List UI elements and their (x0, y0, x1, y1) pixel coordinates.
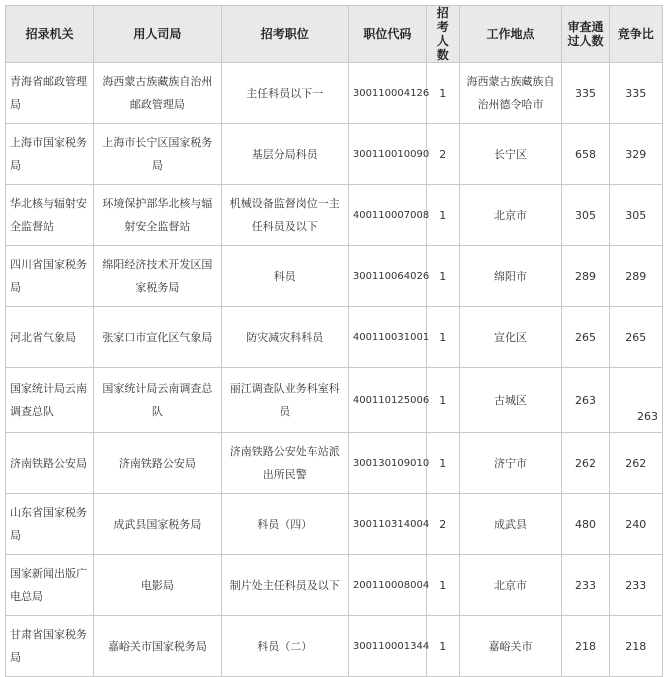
cell-code: 400110125006 (348, 368, 426, 433)
cell-dept: 绵阳经济技术开发区国家税务局 (94, 246, 221, 307)
header-row (6, 6, 663, 63)
cell-dept: 上海市长宁区国家税务局 (94, 124, 221, 185)
recruitment-table (5, 5, 663, 677)
cell-dept: 济南铁路公安局 (94, 433, 221, 494)
cell-ratio: 265 (609, 307, 662, 368)
cell-ratio: 240 (609, 494, 662, 555)
cell-passed: 218 (562, 616, 609, 677)
cell-location: 北京市 (459, 555, 562, 616)
cell-org: 青海省邮政管理局 (6, 63, 94, 124)
cell-position: 机械设备监督岗位一主任科员及以下 (221, 185, 348, 246)
cell-code: 400110007008 (348, 185, 426, 246)
cell-dept: 国家统计局云南调查总队 (94, 368, 221, 433)
header-count: 招考人数 (426, 6, 459, 63)
cell-passed: 265 (562, 307, 609, 368)
cell-code: 300110004126 (348, 63, 426, 124)
cell-ratio: 262 (609, 433, 662, 494)
cell-count: 2 (426, 494, 459, 555)
cell-dept: 环境保护部华北核与辐射安全监督站 (94, 185, 221, 246)
cell-passed: 305 (562, 185, 609, 246)
cell-dept: 电影局 (94, 555, 221, 616)
cell-passed: 263 (562, 368, 609, 433)
cell-ratio: 218 (609, 616, 662, 677)
header-ratio: 竞争比 (609, 6, 662, 63)
cell-passed: 289 (562, 246, 609, 307)
header-org: 招录机关 (6, 6, 94, 63)
cell-location: 海西蒙古族藏族自治州德令哈市 (459, 63, 562, 124)
cell-passed: 262 (562, 433, 609, 494)
cell-location: 宣化区 (459, 307, 562, 368)
cell-position: 丽江调查队业务科室科员 (221, 368, 348, 433)
header-dept: 用人司局 (94, 6, 221, 63)
cell-ratio: 335 (609, 63, 662, 124)
cell-dept: 海西蒙古族藏族自治州邮政管理局 (94, 63, 221, 124)
cell-org: 华北核与辐射安全监督站 (6, 185, 94, 246)
cell-count: 1 (426, 433, 459, 494)
header-passed: 审查通过人数 (562, 6, 609, 63)
cell-location: 北京市 (459, 185, 562, 246)
cell-location: 成武县 (459, 494, 562, 555)
table-row (6, 616, 663, 677)
cell-org: 上海市国家税务局 (6, 124, 94, 185)
table-row (6, 433, 663, 494)
cell-passed: 658 (562, 124, 609, 185)
header-position: 招考职位 (221, 6, 348, 63)
cell-count: 1 (426, 246, 459, 307)
cell-ratio: 289 (609, 246, 662, 307)
cell-code: 300110064026 (348, 246, 426, 307)
cell-code: 300110314004 (348, 494, 426, 555)
table-row (6, 246, 663, 307)
table-row (6, 63, 663, 124)
cell-ratio: 233 (609, 555, 662, 616)
cell-position: 主任科员以下一 (221, 63, 348, 124)
cell-ratio: 329 (609, 124, 662, 185)
cell-position: 济南铁路公安处车站派出所民警 (221, 433, 348, 494)
cell-org: 山东省国家税务局 (6, 494, 94, 555)
table-row (6, 494, 663, 555)
cell-ratio: 305 (609, 185, 662, 246)
cell-dept: 张家口市宣化区气象局 (94, 307, 221, 368)
cell-location: 绵阳市 (459, 246, 562, 307)
cell-count: 1 (426, 368, 459, 433)
cell-count: 1 (426, 616, 459, 677)
cell-dept: 成武县国家税务局 (94, 494, 221, 555)
cell-count: 1 (426, 63, 459, 124)
cell-org: 河北省气象局 (6, 307, 94, 368)
cell-code: 200110008004 (348, 555, 426, 616)
cell-code: 400110031001 (348, 307, 426, 368)
cell-code: 300130109010 (348, 433, 426, 494)
cell-org: 甘肃省国家税务局 (6, 616, 94, 677)
cell-passed: 480 (562, 494, 609, 555)
header-code: 职位代码 (348, 6, 426, 63)
cell-org: 四川省国家税务局 (6, 246, 94, 307)
cell-position: 科员（二） (221, 616, 348, 677)
cell-ratio: 263 (609, 368, 662, 433)
cell-location: 长宁区 (459, 124, 562, 185)
table-row (6, 555, 663, 616)
cell-location: 嘉峪关市 (459, 616, 562, 677)
cell-code: 300110010090 (348, 124, 426, 185)
cell-count: 1 (426, 185, 459, 246)
cell-dept: 嘉峪关市国家税务局 (94, 616, 221, 677)
cell-position: 防灾减灾科科员 (221, 307, 348, 368)
header-location: 工作地点 (459, 6, 562, 63)
table-row (6, 307, 663, 368)
cell-count: 2 (426, 124, 459, 185)
cell-count: 1 (426, 555, 459, 616)
cell-position: 科员（四） (221, 494, 348, 555)
cell-code: 300110001344 (348, 616, 426, 677)
cell-count: 1 (426, 307, 459, 368)
table-row (6, 185, 663, 246)
table-row (6, 124, 663, 185)
table-row (6, 368, 663, 433)
cell-location: 济宁市 (459, 433, 562, 494)
cell-org: 国家统计局云南调查总队 (6, 368, 94, 433)
cell-org: 济南铁路公安局 (6, 433, 94, 494)
cell-org: 国家新闻出版广电总局 (6, 555, 94, 616)
cell-position: 科员 (221, 246, 348, 307)
cell-passed: 335 (562, 63, 609, 124)
cell-passed: 233 (562, 555, 609, 616)
cell-position: 制片处主任科员及以下 (221, 555, 348, 616)
cell-position: 基层分局科员 (221, 124, 348, 185)
cell-location: 古城区 (459, 368, 562, 433)
